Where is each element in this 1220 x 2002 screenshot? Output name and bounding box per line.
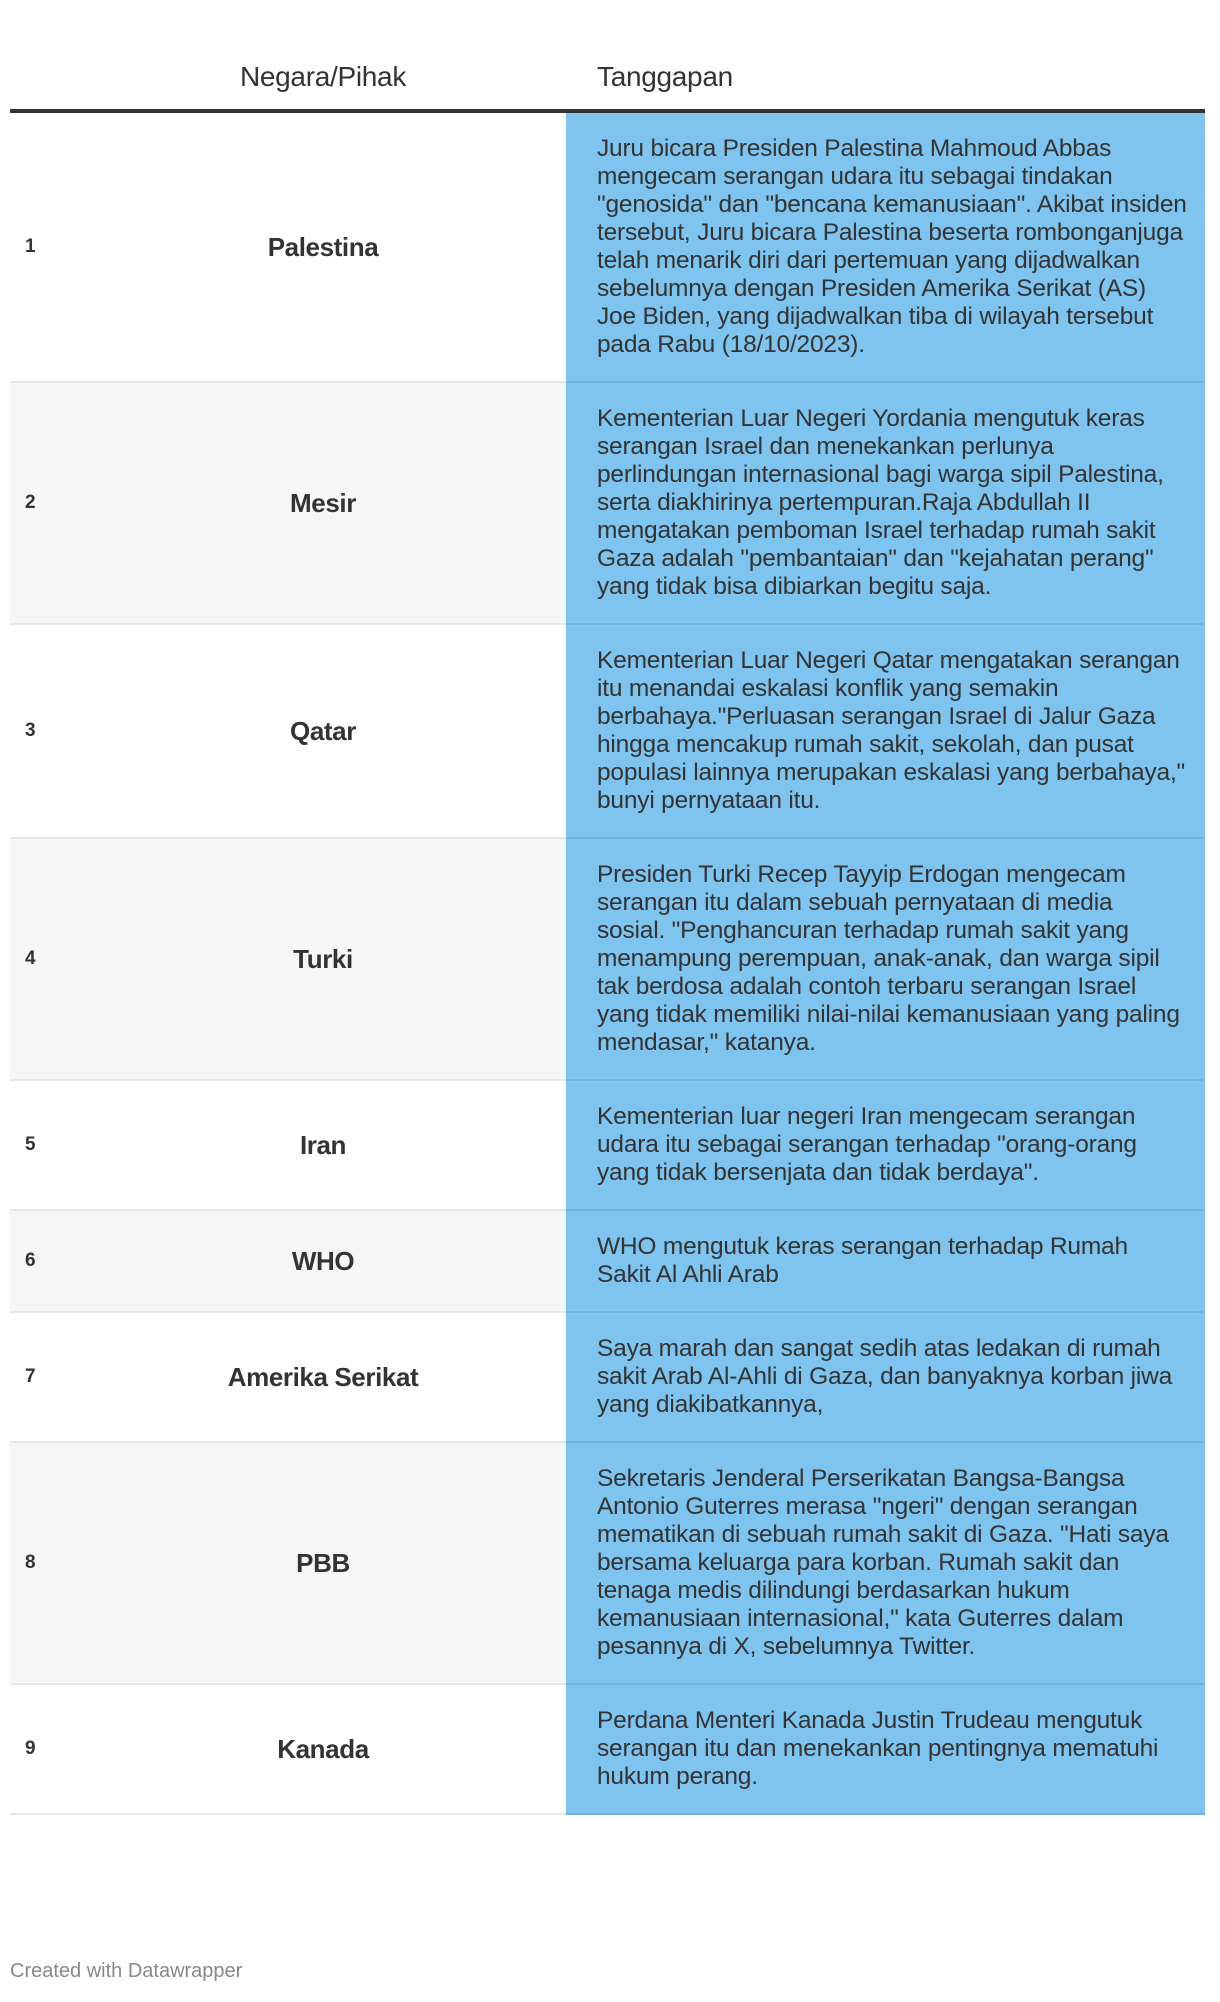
datawrapper-credit[interactable]: Created with Datawrapper — [10, 1960, 243, 1982]
row-number: 2 — [10, 382, 80, 624]
row-number: 6 — [10, 1210, 80, 1312]
response-text: Kementerian Luar Negeri Yordania mengutuk keras serangan Israel dan menekankan perlunya perlindungan internasional bagi warga sipil Palestina, serta diakhirinya pertempuran.Raja Abdullah II mengatakan pemboman Israel terhadap rumah sakit Gaza adalah "pembantaian" dan "kejahatan perang" yang tidak bisa dibiarkan begitu saja. — [566, 382, 1205, 624]
country-party-name: WHO — [80, 1210, 566, 1312]
column-header-response[interactable]: Tanggapan — [566, 0, 1205, 111]
response-text: Kementerian Luar Negeri Qatar mengatakan serangan itu menandai eskalasi konflik yang semakin berbahaya."Perluasan serangan Israel di Jalur Gaza hingga mencakup rumah sakit, sekolah, dan pusat populasi lainnya merupakan eskalasi yang berbahaya," bunyi pernyataan itu. — [566, 624, 1205, 838]
response-text: Juru bicara Presiden Palestina Mahmoud Abbas mengecam serangan udara itu sebagai tindakan "genosida" dan "bencana kemanusiaan". Akibat insiden tersebut, Juru bicara Palestina beserta rombonganjuga telah menarik diri dari pertemuan yang dijadwalkan sebelumnya dengan Presiden Amerika Serikat (AS) Joe Biden, yang dijadwalkan tiba di wilayah tersebut pada Rabu (18/10/2023). — [566, 111, 1205, 382]
response-text: Kementerian luar negeri Iran mengecam serangan udara itu sebagai serangan terhadap "orang-orang yang tidak bersenjata dan tidak berdaya". — [566, 1080, 1205, 1210]
column-header-name[interactable]: Negara/Pihak — [80, 0, 566, 111]
response-text: WHO mengutuk keras serangan terhadap Rumah Sakit Al Ahli Arab — [566, 1210, 1205, 1312]
table-row — [10, 624, 1205, 838]
row-number: 4 — [10, 838, 80, 1080]
row-number: 3 — [10, 624, 80, 838]
response-text: Perdana Menteri Kanada Justin Trudeau mengutuk serangan itu dan menekankan pentingnya mematuhi hukum perang. — [566, 1684, 1205, 1814]
country-party-name: PBB — [80, 1442, 566, 1684]
row-number: 7 — [10, 1312, 80, 1442]
country-party-name: Iran — [80, 1080, 566, 1210]
country-party-name: Turki — [80, 838, 566, 1080]
row-number: 8 — [10, 1442, 80, 1684]
response-text: Saya marah dan sangat sedih atas ledakan di rumah sakit Arab Al-Ahli di Gaza, dan banyaknya korban jiwa yang diakibatkannya, — [566, 1312, 1205, 1442]
country-party-name: Amerika Serikat — [80, 1312, 566, 1442]
table-body — [10, 111, 1205, 1814]
country-party-name: Kanada — [80, 1684, 566, 1814]
column-header-number[interactable] — [10, 0, 80, 111]
table-row — [10, 382, 1205, 624]
response-text: Sekretaris Jenderal Perserikatan Bangsa-Bangsa Antonio Guterres merasa "ngeri" dengan serangan mematikan di sebuah rumah sakit di Gaza. "Hati saya bersama keluarga para korban. Rumah sakit dan tenaga medis dilindungi berdasarkan hukum kemanusiaan internasional," kata Guterres dalam pesannya di X, sebelumnya Twitter. — [566, 1442, 1205, 1684]
table-row — [10, 111, 1205, 382]
row-number: 5 — [10, 1080, 80, 1210]
row-number: 1 — [10, 111, 80, 382]
header-row — [10, 0, 1205, 111]
table-row — [10, 1080, 1205, 1210]
country-party-name: Palestina — [80, 111, 566, 382]
table-header — [10, 0, 1205, 111]
table-row — [10, 1210, 1205, 1312]
country-party-name: Mesir — [80, 382, 566, 624]
row-number: 9 — [10, 1684, 80, 1814]
response-text: Presiden Turki Recep Tayyip Erdogan mengecam serangan itu dalam sebuah pernyataan di media sosial. "Penghancuran terhadap rumah sakit yang menampung perempuan, anak-anak, dan warga sipil tak berdosa adalah contoh terbaru serangan Israel yang tidak memiliki nilai-nilai kemanusiaan yang paling mendasar," katanya. — [566, 838, 1205, 1080]
table-row — [10, 1312, 1205, 1442]
table-row — [10, 1684, 1205, 1814]
country-party-name: Qatar — [80, 624, 566, 838]
table-row — [10, 838, 1205, 1080]
response-table-container — [10, 0, 1205, 1815]
table-row — [10, 1442, 1205, 1684]
response-table — [10, 0, 1205, 1815]
